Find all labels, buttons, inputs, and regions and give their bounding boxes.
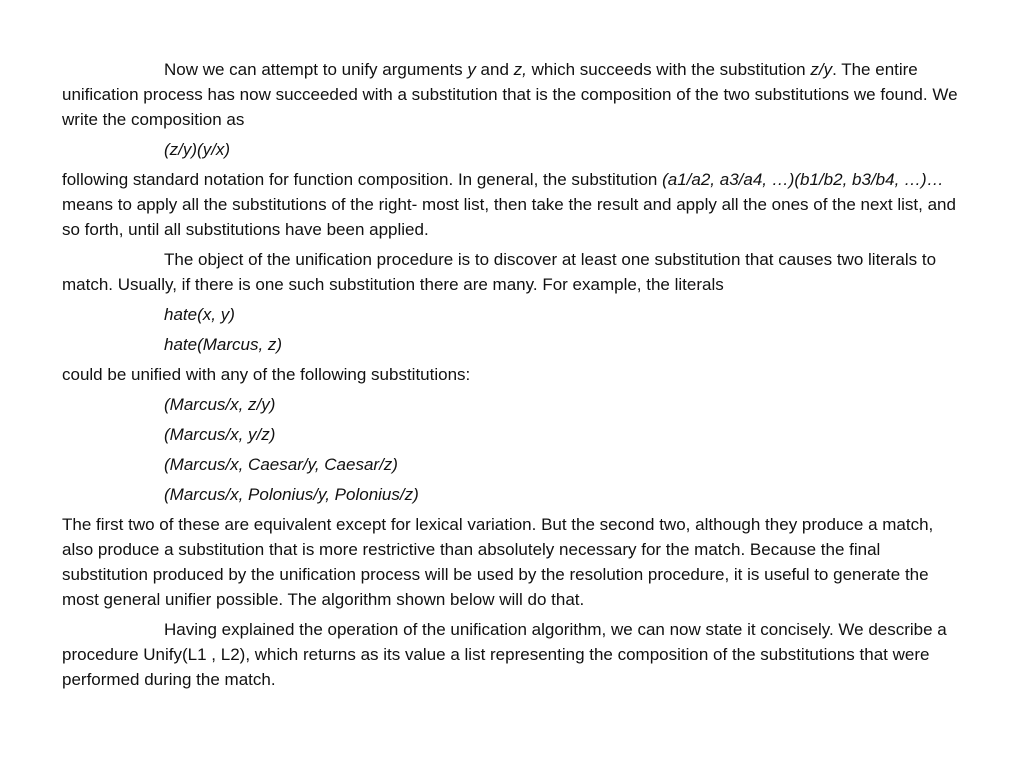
var-z: z, xyxy=(513,60,527,79)
var-y: y xyxy=(467,60,476,79)
substitution-item: (Marcus/x, Caesar/y, Caesar/z) xyxy=(164,455,398,474)
formula-composition: (z/y)(y/x) xyxy=(164,140,231,159)
substitution-item: (Marcus/x, y/z) xyxy=(164,425,276,444)
paragraph-unification-object: The object of the unification procedure is to discover at least one substitution that causes two literals to match. Usually, if there is one such substitution there are many. For example, the literals xyxy=(62,250,937,294)
document-body xyxy=(62,57,962,697)
paragraph-composition-notation: following standard notation for function composition. In general, the substitution (a1/a2, a3/a4, …)(b1/b2, b3/b4, …)… means to apply all the substitutions of the right- most list, then take the result and apply all the ones of the next list, and so forth, until all substitutions have been applied. xyxy=(62,170,956,239)
paragraph-unify-procedure: Having explained the operation of the unification algorithm, we can now state it concisely. We describe a procedure Unify(L1 , L2), which returns as its value a list representing the composition of the substitutions that were performed during the match. xyxy=(62,620,947,689)
substitution-z-y: z/y xyxy=(810,60,833,79)
formula-literal-1: hate(x, y) xyxy=(164,305,235,324)
formula-literal-2: hate(Marcus, z) xyxy=(164,335,283,354)
paragraph-unify-arguments: Now we can attempt to unify arguments y and z, which succeeds with the substitution z/y. The entire unification process has now succeeded with a substitution that is the composition of the two substitutions we found. We write the composition as xyxy=(62,60,958,129)
substitution-item: (Marcus/x, Polonius/y, Polonius/z) xyxy=(164,485,419,504)
paragraph-could-be-unified: could be unified with any of the following substitutions: xyxy=(62,365,471,384)
formula-general-substitution: (a1/a2, a3/a4, …)(b1/b2, b3/b4, …)… xyxy=(662,170,944,189)
substitution-item: (Marcus/x, z/y) xyxy=(164,395,276,414)
paragraph-most-general-unifier: The first two of these are equivalent except for lexical variation. But the second two, although they produce a match, also produce a substitution that is more restrictive than absolutely necessary for the match. Because the final substitution produced by the unification process will be used by the resolution procedure, it is useful to generate the most general unifier possible. The algorithm shown below will do that. xyxy=(62,515,934,609)
